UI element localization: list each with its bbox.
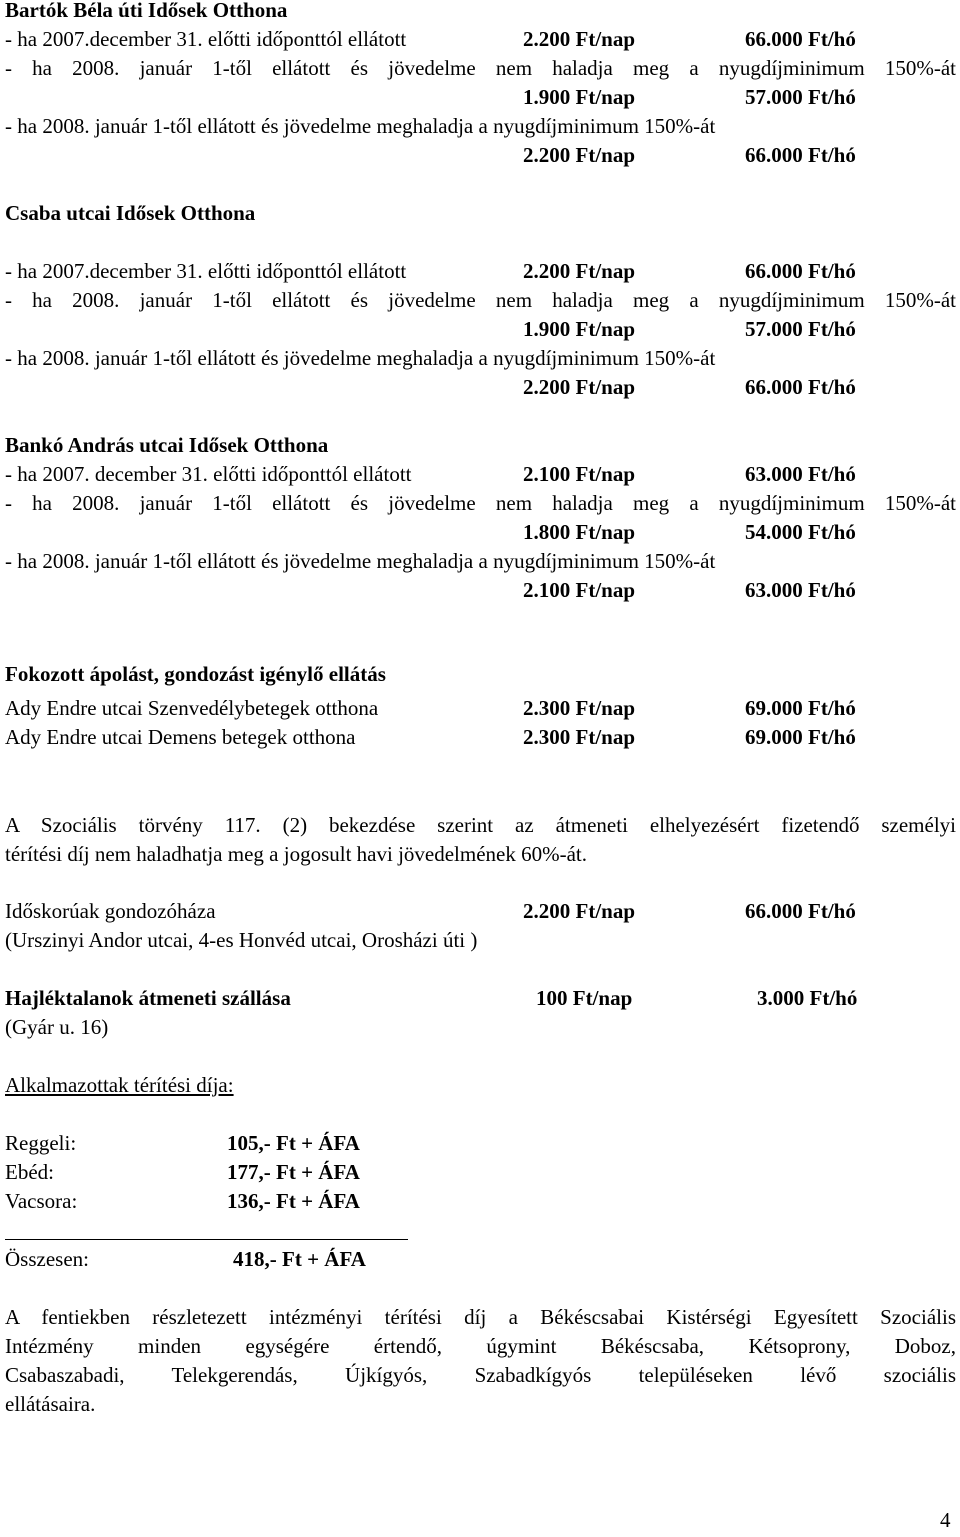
footer-paragraph-line: Intézmény minden egységére értendő, úgymint Békéscsaba, Kétsoprony, Doboz, — [5, 1334, 956, 1358]
elderly-home-month-fee: 66.000 Ft/hó — [745, 899, 856, 923]
elderly-home-day-fee: 2.200 Ft/nap — [523, 899, 636, 923]
law-paragraph-line: térítési díj nem haladhatja meg a jogosult havi jövedelmének 60%-át. — [5, 842, 587, 866]
enhanced-row-text: Ady Endre utcai Demens betegek otthona — [5, 725, 356, 749]
footer-paragraph-line: ellátásaira. — [5, 1392, 96, 1416]
row-month-fee: 57.000 Ft/hó — [745, 317, 856, 341]
total-price: 418,- Ft + ÁFA — [233, 1247, 366, 1271]
meal-price: 177,- Ft + ÁFA — [227, 1160, 360, 1184]
law-paragraph-line: A Szociális törvény 117. (2) bekezdése szerint az átmeneti elhelyezésért fizetendő személyi — [5, 813, 956, 837]
row-text: - ha 2008. január 1-től ellátott és jövedelme nem haladja meg a nyugdíjminimum 150%-át — [5, 288, 956, 312]
enhanced-row-month-fee: 69.000 Ft/hó — [745, 696, 856, 720]
row-month-fee: 66.000 Ft/hó — [745, 375, 856, 399]
enhanced-care-title: Fokozott ápolást, gondozást igénylő ellátás — [5, 662, 386, 686]
row-day-fee: 2.100 Ft/nap — [523, 462, 636, 486]
row-day-fee: 1.900 Ft/nap — [523, 317, 636, 341]
row-text: - ha 2007.december 31. előtti időponttól ellátott — [5, 259, 407, 283]
meal-price: 136,- Ft + ÁFA — [227, 1189, 360, 1213]
row-text: - ha 2008. január 1-től ellátott és jövedelme nem haladja meg a nyugdíjminimum 150%-át — [5, 491, 956, 515]
section-title-bartok: Bartók Béla úti Idősek Otthona — [5, 0, 288, 22]
section-title-banko: Bankó András utcai Idősek Otthona — [5, 433, 329, 457]
enhanced-row-month-fee: 69.000 Ft/hó — [745, 725, 856, 749]
row-text: - ha 2008. január 1-től ellátott és jövedelme meghaladja a nyugdíjminimum 150%-át — [5, 346, 716, 370]
meal-label: Vacsora: — [5, 1189, 78, 1213]
section-title-csaba: Csaba utcai Idősek Otthona — [5, 201, 256, 225]
row-text: - ha 2008. január 1-től ellátott és jövedelme nem haladja meg a nyugdíjminimum 150%-át — [5, 56, 956, 80]
row-text: - ha 2007.december 31. előtti időponttól ellátott — [5, 27, 407, 51]
staff-fees-title: Alkalmazottak térítési díja: — [5, 1073, 234, 1097]
meal-label: Ebéd: — [5, 1160, 54, 1184]
sum-divider — [5, 1239, 408, 1240]
row-month-fee: 63.000 Ft/hó — [745, 462, 856, 486]
footer-paragraph-line: Csabaszabadi, Telekgerendás, Újkígyós, Szabadkígyós településeken lévő szociális — [5, 1363, 956, 1387]
enhanced-row-day-fee: 2.300 Ft/nap — [523, 696, 636, 720]
row-day-fee: 1.900 Ft/nap — [523, 85, 636, 109]
row-month-fee: 54.000 Ft/hó — [745, 520, 856, 544]
row-month-fee: 66.000 Ft/hó — [745, 259, 856, 283]
row-day-fee: 2.200 Ft/nap — [523, 143, 636, 167]
homeless-shelter-label: Hajléktalanok átmeneti szállása — [5, 986, 291, 1010]
elderly-home-label: Időskorúak gondozóháza — [5, 899, 216, 923]
homeless-shelter-note: (Gyár u. 16) — [5, 1015, 109, 1039]
row-month-fee: 66.000 Ft/hó — [745, 143, 856, 167]
row-month-fee: 66.000 Ft/hó — [745, 27, 856, 51]
meal-price: 105,- Ft + ÁFA — [227, 1131, 360, 1155]
row-month-fee: 57.000 Ft/hó — [745, 85, 856, 109]
meal-label: Reggeli: — [5, 1131, 77, 1155]
row-text: - ha 2008. január 1-től ellátott és jövedelme meghaladja a nyugdíjminimum 150%-át — [5, 114, 716, 138]
row-day-fee: 2.200 Ft/nap — [523, 27, 636, 51]
row-month-fee: 63.000 Ft/hó — [745, 578, 856, 602]
homeless-shelter-month-fee: 3.000 Ft/hó — [757, 986, 858, 1010]
enhanced-row-day-fee: 2.300 Ft/nap — [523, 725, 636, 749]
page-number: 4 — [940, 1508, 951, 1532]
row-day-fee: 2.200 Ft/nap — [523, 375, 636, 399]
row-day-fee: 2.100 Ft/nap — [523, 578, 636, 602]
footer-paragraph-line: A fentiekben részletezett intézményi térítési díj a Békéscsabai Kistérségi Egyesített Szociális — [5, 1305, 956, 1329]
row-day-fee: 2.200 Ft/nap — [523, 259, 636, 283]
row-text: - ha 2008. január 1-től ellátott és jövedelme meghaladja a nyugdíjminimum 150%-át — [5, 549, 716, 573]
elderly-home-note: (Urszinyi Andor utcai, 4-es Honvéd utcai, Orosházi úti ) — [5, 928, 478, 952]
enhanced-row-text: Ady Endre utcai Szenvedélybetegek otthona — [5, 696, 379, 720]
total-label: Összesen: — [5, 1247, 89, 1271]
row-day-fee: 1.800 Ft/nap — [523, 520, 636, 544]
homeless-shelter-day-fee: 100 Ft/nap — [536, 986, 633, 1010]
row-text: - ha 2007. december 31. előtti időponttól ellátott — [5, 462, 412, 486]
